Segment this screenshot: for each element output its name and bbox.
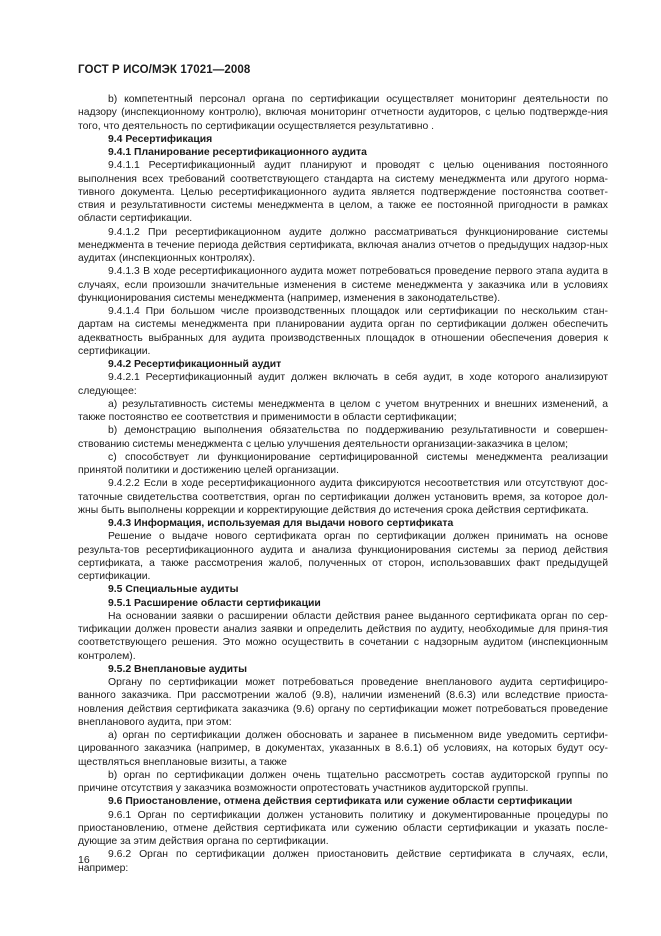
document-body bbox=[78, 93, 608, 875]
paragraph: 9.4.1.4 При большом числе производственных площадок или сертификации по нескольким стан-дартам на системы менеджмента при планировании аудита орган по сертификации должен обеспечить адекватность выбранных для аудита производственных площадок в отношении обеспечения доверия к сертификации. bbox=[78, 306, 608, 357]
paragraph: Решение о выдаче нового сертификата орган по сертификации должен принимать на основе результа-тов ресертификационного аудита и анализа функционирования системы за период действия сертификата, а также рассмотрения жалоб, полученных от сторон, использовавших факт предыдущей сертификации. bbox=[78, 531, 608, 582]
page-number: 16 bbox=[78, 854, 90, 866]
paragraph: 9.6.2 Орган по сертификации должен приостановить действие сертификата в случаях, если, например: bbox=[78, 849, 608, 874]
paragraph: 9.4.1.2 При ресертификационном аудите должно рассматриваться функционирование системы менеджмента в течение периода действия сертификата, включая анализ отчетов о предыдущих надзор-ных аудитах (инспекционных контролях). bbox=[78, 226, 608, 264]
subsection-heading: 9.5.1 Расширение области сертификации bbox=[108, 597, 321, 609]
paragraph: b) компетентный персонал органа по сертификации осуществляет мониторинг деятельности по надзору (инспекционному контролю), включая мониторинг отчетности аудиторов, с целью подтвержде-ния того, что деятельность по сертификации осуществляется результативно . bbox=[78, 94, 608, 132]
list-item: b) орган по сертификации должен очень тщательно рассмотреть состав аудиторской группы по причине отсутствия у заказчика возможности опротестовать участников аудиторской группы. bbox=[78, 769, 608, 794]
list-item: a) результативность системы менеджмента в целом с учетом внутренних и внешних изменений, а также постоянство ее соответствия и применимости в области сертификации; bbox=[78, 398, 608, 423]
subsection-heading: 9.4.2 Ресертификационный аудит bbox=[108, 359, 282, 370]
list-item: a) орган по сертификации должен обосновать и заранее в письменном виде уведомить сертифи-цированного заказчика (например, в документах, указанных в 8.6.1) об условиях, на которых будут осу-ществляться внеплановые визиты, а также bbox=[78, 730, 608, 768]
section-heading: 9.4 Ресертификация bbox=[108, 133, 213, 145]
section-heading: 9.6 Приостановление, отмена действия сертификата или сужение области сертификации bbox=[108, 796, 573, 808]
paragraph: 9.4.2.1 Ресертификационный аудит должен включать в себя аудит, в ходе которого анализируют следующее: bbox=[78, 372, 608, 397]
paragraph: 9.4.2.2 Если в ходе ресертификационного аудита фиксируются несоответствия или отсутствуют дос-таточные свидетельства соответствия, орган по сертификации должен установить время, за которое дол-жны быть выполнены коррекции и корректирующие действия до истечения срока действия сертификата. bbox=[78, 478, 608, 516]
subsection-heading: 9.4.3 Информация, используемая для выдачи нового сертификата bbox=[108, 518, 454, 529]
subsection-heading: 9.5.2 Внеплановые аудиты bbox=[108, 663, 248, 675]
paragraph: 9.4.1.3 В ходе ресертификационного аудита может потребоваться проведение первого этапа аудита в случаях, если произошли значительные изменения в системе менеджмента у заказчика или в условиях функционирования системы менеджмента (например, изменения в законодательстве). bbox=[78, 266, 608, 304]
list-item: b) демонстрацию выполнения обязательства по поддерживанию результативности и совершен-ствованию системы менеджмента с целью улучшения деятельности организации-заказчика в целом; bbox=[78, 425, 608, 450]
list-item: c) способствует ли функционирование сертифицированной системы менеджмента реализации принятой политики и достижению целей организации. bbox=[78, 451, 608, 476]
document-header: ГОСТ Р ИСО/МЭК 17021—2008 bbox=[78, 64, 251, 76]
subsection-heading: 9.4.1 Планирование ресертификационного аудита bbox=[108, 147, 367, 158]
paragraph: На основании заявки о расширении области действия ранее выданного сертификата орган по сер-тификации должен провести анализ заявки и определить действия по аудиту, необходимые для приня-тия соответствующего решения. Это можно осуществить в сочетании с надзорным аудитом (инспекционным контролем). bbox=[78, 610, 608, 662]
paragraph: 9.4.1.1 Ресертификационный аудит планируют и проводят с целью оценивания постоянного выполнения всех требований соответствующего стандарта на систему менеджмента или другого норма-тивного документа. Целью ресертификационного аудита является подтверждение постоянства соответ-ствия и результативности системы менеджмента в целом, а также ее постоянной пригодности в рамках области сертификации. bbox=[78, 160, 608, 225]
section-heading: 9.5 Специальные аудиты bbox=[108, 584, 239, 596]
paragraph: 9.6.1 Орган по сертификации должен установить политику и документированные процедуры по приостановлению, отмене действия сертификата или сужению области сертификации и указать после-дующие за этим действия органа по сертификации. bbox=[78, 809, 608, 847]
paragraph: Органу по сертификации может потребоваться проведение внепланового аудита сертифициро-ванного заказчика. При рассмотрении жалоб (9.8), наличии изменений (8.6.3) или вследствие приоста-новления действия сертификата заказчика (9.6) органу по сертификации может потребоваться проведение внепланового аудита, при этом: bbox=[78, 677, 608, 728]
